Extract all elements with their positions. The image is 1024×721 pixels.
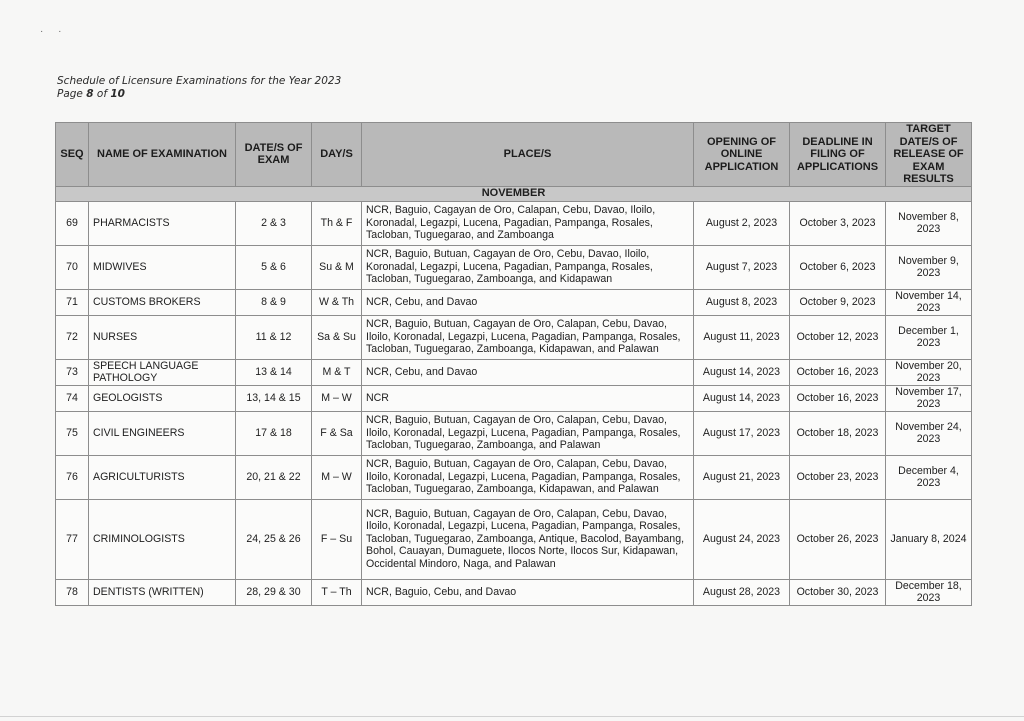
- col-header-days: DAY/S: [312, 123, 362, 187]
- cell-name: GEOLOGISTS: [89, 385, 236, 411]
- cell-seq: 73: [56, 359, 89, 385]
- cell-name: AGRICULTURISTS: [89, 455, 236, 499]
- cell-release: November 17, 2023: [886, 385, 972, 411]
- cell-days: Sa & Su: [312, 315, 362, 359]
- cell-dates: 2 & 3: [236, 201, 312, 245]
- cell-dates: 28, 29 & 30: [236, 579, 312, 605]
- cell-places: NCR, Cebu, and Davao: [362, 359, 694, 385]
- cell-days: F & Sa: [312, 411, 362, 455]
- cell-opening: August 21, 2023: [694, 455, 790, 499]
- cell-name: NURSES: [89, 315, 236, 359]
- table-row: [56, 411, 972, 455]
- cell-seq: 75: [56, 411, 89, 455]
- cell-opening: August 14, 2023: [694, 385, 790, 411]
- page-number: [57, 88, 341, 101]
- cell-release: December 1, 2023: [886, 315, 972, 359]
- cell-release: November 8, 2023: [886, 201, 972, 245]
- cell-dates: 13 & 14: [236, 359, 312, 385]
- col-header-places: PLACE/S: [362, 123, 694, 187]
- cell-days: T – Th: [312, 579, 362, 605]
- cell-places: NCR, Baguio, Cagayan de Oro, Calapan, Cebu, Davao, Iloilo, Koronadal, Legazpi, Lucena, Pagadian, Pampanga, Rosales, Tacloban, Tuguegarao, and Zamboanga: [362, 201, 694, 245]
- cell-places: NCR, Baguio, Butuan, Cagayan de Oro, Cebu, Davao, Iloilo, Koronadal, Legazpi, Lucena, Pagadian, Pampanga, Rosales, Tacloban, Tuguegarao, Zamboanga, and Kidapawan: [362, 245, 694, 289]
- cell-places: NCR, Baguio, Cebu, and Davao: [362, 579, 694, 605]
- cell-deadline: October 12, 2023: [790, 315, 886, 359]
- cell-dates: 13, 14 & 15: [236, 385, 312, 411]
- cell-name: CIVIL ENGINEERS: [89, 411, 236, 455]
- table-row: [56, 579, 972, 605]
- cell-seq: 70: [56, 245, 89, 289]
- cell-name: CUSTOMS BROKERS: [89, 289, 236, 315]
- cell-opening: August 28, 2023: [694, 579, 790, 605]
- exam-schedule-table: [55, 122, 972, 606]
- document-title: Schedule of Licensure Examinations for the Year 2023: [57, 75, 342, 87]
- cell-seq: 76: [56, 455, 89, 499]
- cell-release: November 20, 2023: [886, 359, 972, 385]
- page-current: 8: [86, 88, 94, 100]
- cell-deadline: October 9, 2023: [790, 289, 886, 315]
- cell-days: M – W: [312, 385, 362, 411]
- cell-release: November 9, 2023: [886, 245, 972, 289]
- cell-deadline: October 26, 2023: [790, 499, 886, 579]
- page-of: of: [96, 88, 108, 100]
- cell-deadline: October 16, 2023: [790, 385, 886, 411]
- cell-name: SPEECH LANGUAGE PATHOLOGY: [89, 359, 236, 385]
- page-prefix: Page: [57, 88, 83, 100]
- col-header-seq: SEQ: [56, 123, 89, 187]
- cell-days: Th & F: [312, 201, 362, 245]
- page-edge: [0, 716, 1024, 717]
- cell-release: November 14, 2023: [886, 289, 972, 315]
- cell-deadline: October 16, 2023: [790, 359, 886, 385]
- page-total: 10: [110, 88, 125, 100]
- cell-days: M – W: [312, 455, 362, 499]
- cell-release: January 8, 2024: [886, 499, 972, 579]
- document-header: [57, 75, 341, 101]
- cell-deadline: October 18, 2023: [790, 411, 886, 455]
- cell-seq: 78: [56, 579, 89, 605]
- cell-places: NCR, Cebu, and Davao: [362, 289, 694, 315]
- col-header-release: TARGET DATE/S OF RELEASE OF EXAM RESULTS: [886, 123, 972, 187]
- cell-days: F – Su: [312, 499, 362, 579]
- cell-deadline: October 3, 2023: [790, 201, 886, 245]
- cell-opening: August 8, 2023: [694, 289, 790, 315]
- cell-release: December 18, 2023: [886, 579, 972, 605]
- table-row: [56, 499, 972, 579]
- cell-name: DENTISTS (WRITTEN): [89, 579, 236, 605]
- cell-opening: August 11, 2023: [694, 315, 790, 359]
- table-header-row: [56, 123, 972, 187]
- col-header-dates: DATE/S OF EXAM: [236, 123, 312, 187]
- cell-dates: 11 & 12: [236, 315, 312, 359]
- cell-deadline: October 30, 2023: [790, 579, 886, 605]
- cell-dates: 5 & 6: [236, 245, 312, 289]
- cell-dates: 8 & 9: [236, 289, 312, 315]
- table-row: [56, 455, 972, 499]
- cell-places: NCR, Baguio, Butuan, Cagayan de Oro, Calapan, Cebu, Davao, Iloilo, Koronadal, Legazpi, Lucena, Pagadian, Pampanga, Rosales, Tacloban, Tuguegarao, Zamboanga, Antique, Bacolod, Bayambang, Bohol, Cauayan, Dumaguete, Ilocos Norte, Ilocos Sur, Kidapawan, Occidental Mindoro, Naga, and Palawan: [362, 499, 694, 579]
- table-row: [56, 245, 972, 289]
- cell-places: NCR, Baguio, Butuan, Cagayan de Oro, Calapan, Cebu, Davao, Iloilo, Koronadal, Legazpi, Lucena, Pagadian, Pampanga, Rosales, Tacloban, Tuguegarao, Zamboanga, Kidapawan, and Palawan: [362, 455, 694, 499]
- cell-name: MIDWIVES: [89, 245, 236, 289]
- cell-places: NCR, Baguio, Butuan, Cagayan de Oro, Calapan, Cebu, Davao, Iloilo, Koronadal, Legazpi, Lucena, Pagadian, Pampanga, Rosales, Tacloban, Tuguegarao, Zamboanga, Kidapawan, and Palawan: [362, 315, 694, 359]
- cell-places: NCR: [362, 385, 694, 411]
- cell-opening: August 24, 2023: [694, 499, 790, 579]
- table-row: [56, 201, 972, 245]
- cell-seq: 72: [56, 315, 89, 359]
- cell-opening: August 14, 2023: [694, 359, 790, 385]
- cell-days: Su & M: [312, 245, 362, 289]
- cell-dates: 24, 25 & 26: [236, 499, 312, 579]
- cell-release: November 24, 2023: [886, 411, 972, 455]
- table-row: [56, 359, 972, 385]
- cell-opening: August 17, 2023: [694, 411, 790, 455]
- col-header-name: NAME OF EXAMINATION: [89, 123, 236, 187]
- month-row: [56, 186, 972, 201]
- table-row: [56, 385, 972, 411]
- cell-name: CRIMINOLOGISTS: [89, 499, 236, 579]
- col-header-deadline: DEADLINE IN FILING OF APPLICATIONS: [790, 123, 886, 187]
- cell-seq: 71: [56, 289, 89, 315]
- cell-places: NCR, Baguio, Butuan, Cagayan de Oro, Calapan, Cebu, Davao, Iloilo, Koronadal, Legazpi, Lucena, Pagadian, Pampanga, Rosales, Tacloban, Tuguegarao, Zamboanga, and Palawan: [362, 411, 694, 455]
- cell-deadline: October 6, 2023: [790, 245, 886, 289]
- col-header-opening: OPENING OF ONLINE APPLICATION: [694, 123, 790, 187]
- cell-release: December 4, 2023: [886, 455, 972, 499]
- cell-opening: August 2, 2023: [694, 201, 790, 245]
- cell-seq: 69: [56, 201, 89, 245]
- cell-days: M & T: [312, 359, 362, 385]
- cell-seq: 77: [56, 499, 89, 579]
- cell-name: PHARMACISTS: [89, 201, 236, 245]
- cell-seq: 74: [56, 385, 89, 411]
- month-label: NOVEMBER: [56, 186, 972, 201]
- cell-opening: August 7, 2023: [694, 245, 790, 289]
- cell-days: W & Th: [312, 289, 362, 315]
- table-row: [56, 315, 972, 359]
- cell-dates: 20, 21 & 22: [236, 455, 312, 499]
- table-row: [56, 289, 972, 315]
- cell-dates: 17 & 18: [236, 411, 312, 455]
- scan-specks: · ·: [40, 26, 68, 37]
- cell-deadline: October 23, 2023: [790, 455, 886, 499]
